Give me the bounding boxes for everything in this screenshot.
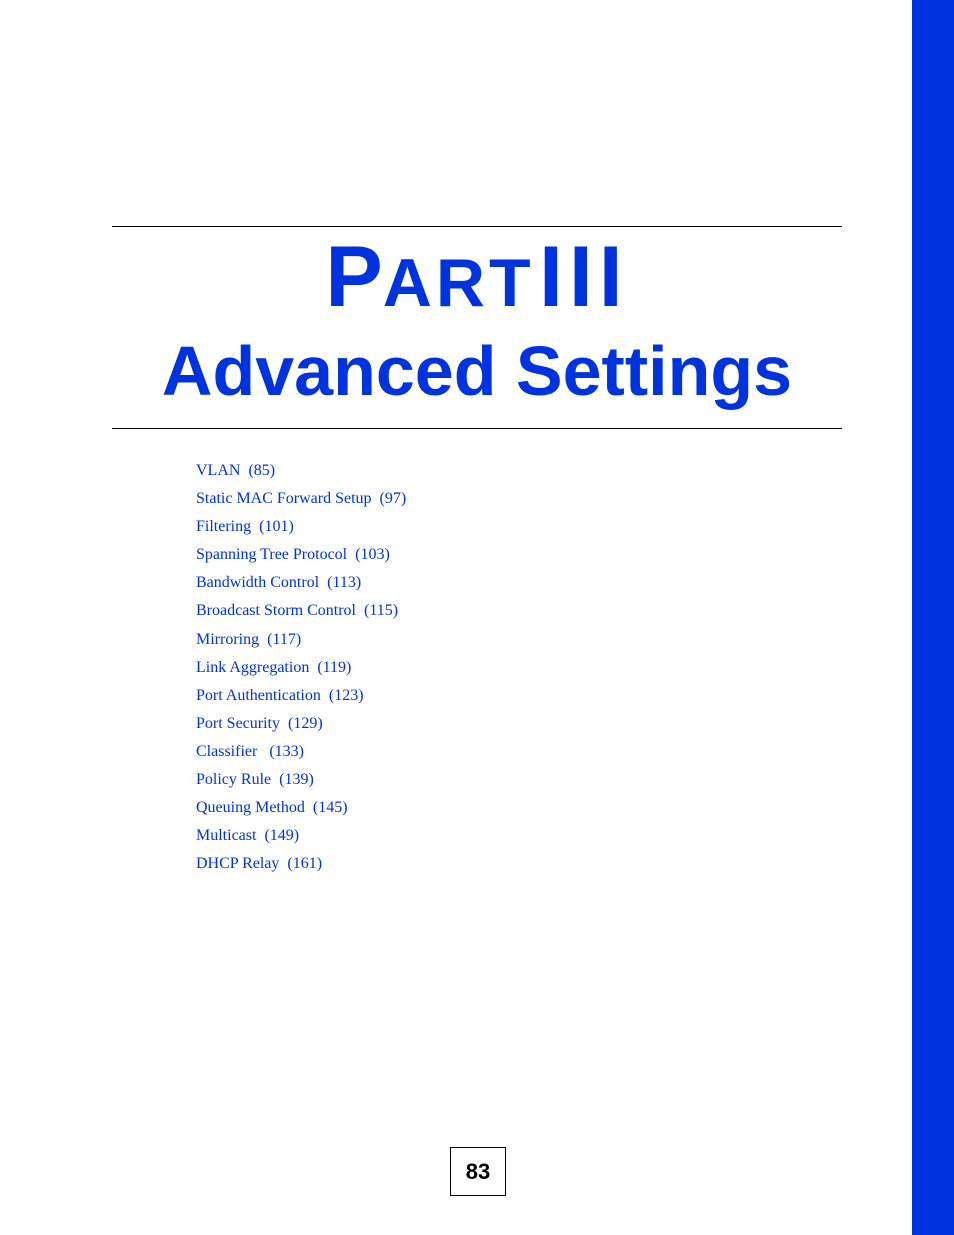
toc-entry-page[interactable]: (139) [279, 771, 314, 789]
toc-entry[interactable] [196, 461, 406, 489]
toc-entry[interactable] [196, 854, 406, 882]
toc-entry-page[interactable]: (115) [363, 602, 399, 620]
toc-entry-page[interactable]: (133) [269, 742, 304, 760]
toc-entry-page[interactable]: (117) [267, 630, 302, 648]
toc-entry-page[interactable]: (103) [355, 546, 390, 564]
page-number: 83 [450, 1147, 506, 1196]
toc-entry[interactable] [196, 630, 406, 658]
toc-entry-title[interactable]: Spanning Tree Protocol [196, 546, 348, 564]
toc-entry-title[interactable]: Static MAC Forward Setup [196, 490, 372, 508]
toc-entry-title[interactable]: Multicast [196, 827, 257, 845]
toc-entry-page[interactable]: (97) [379, 490, 407, 508]
toc-entry[interactable] [196, 770, 406, 798]
toc-entry-title[interactable]: Bandwidth Control [196, 574, 320, 592]
toc-entry-title[interactable]: Policy Rule [196, 771, 272, 789]
toc-entry-title[interactable]: DHCP Relay [196, 855, 280, 873]
toc-entry[interactable] [196, 686, 406, 714]
toc-entry-page[interactable]: (145) [312, 799, 348, 817]
toc-entry-title[interactable]: Classifier [196, 742, 262, 760]
toc-entry[interactable] [196, 573, 406, 601]
top-divider [112, 226, 842, 227]
toc-entry[interactable] [196, 742, 406, 770]
toc-entry-title[interactable]: Queuing Method [196, 799, 305, 817]
toc-entry-title[interactable]: Broadcast Storm Control [196, 602, 356, 620]
toc-entry-page[interactable]: (161) [287, 855, 323, 873]
table-of-contents [196, 461, 406, 882]
bottom-divider [112, 428, 842, 429]
toc-entry-page[interactable]: (85) [248, 462, 276, 479]
toc-entry-title[interactable]: Port Security [196, 714, 280, 732]
toc-entry[interactable] [196, 489, 406, 517]
toc-entry-title[interactable]: Mirroring [196, 630, 260, 648]
toc-entry-page[interactable]: (129) [288, 714, 323, 732]
toc-entry[interactable] [196, 658, 406, 686]
toc-entry-title[interactable]: Filtering [196, 518, 252, 536]
toc-entry-title[interactable]: VLAN [196, 462, 241, 479]
toc-entry-page[interactable]: (113) [327, 574, 362, 592]
side-tab-bar [912, 0, 954, 1235]
toc-entry-title[interactable]: Link Aggregation [196, 658, 310, 676]
toc-entry[interactable] [196, 601, 406, 629]
toc-entry-page[interactable]: (101) [259, 518, 294, 536]
toc-entry[interactable] [196, 826, 406, 854]
toc-entry-page[interactable]: (149) [264, 827, 300, 845]
toc-entry-title[interactable]: Port Authentication [196, 686, 321, 704]
toc-entry[interactable] [196, 517, 406, 545]
toc-entry-page[interactable]: (119) [317, 658, 352, 676]
toc-entry-page[interactable]: (123) [328, 686, 364, 704]
toc-entry[interactable] [196, 714, 406, 742]
part-numeral: III [538, 229, 629, 325]
section-title: Advanced Settings [161, 332, 793, 410]
toc-entry[interactable] [196, 798, 406, 826]
toc-entry[interactable] [196, 545, 406, 573]
part-initial: P [325, 229, 383, 325]
part-word-rest: ART [382, 245, 535, 321]
